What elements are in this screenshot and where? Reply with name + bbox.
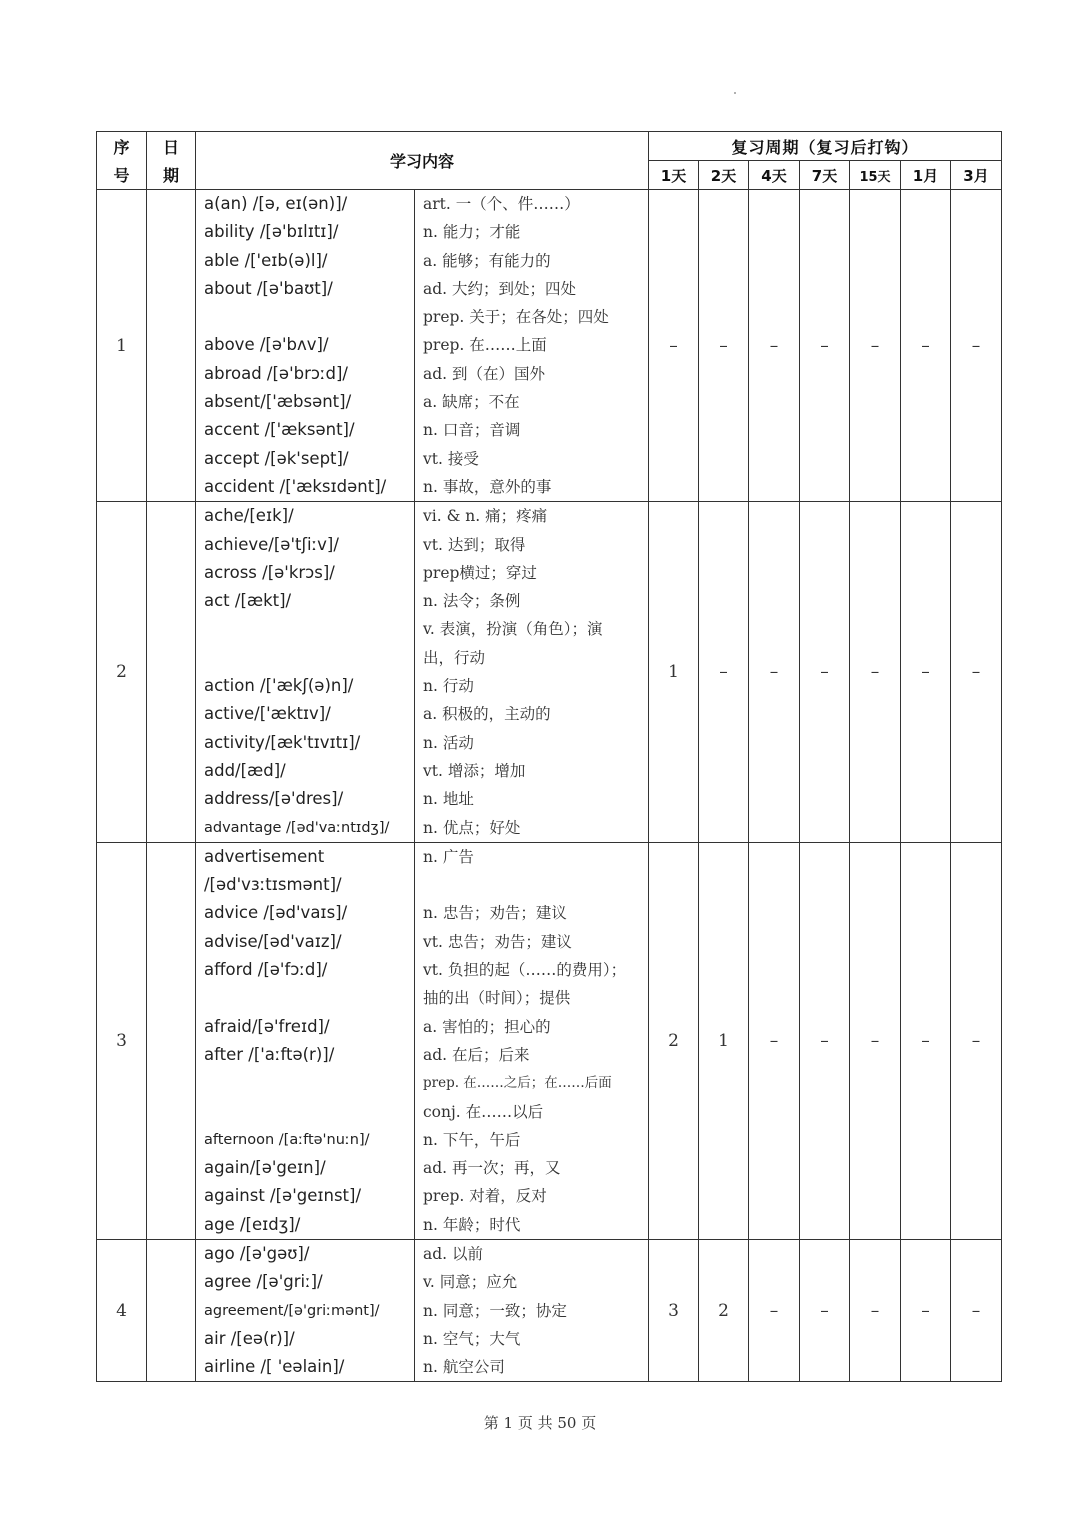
meaning-entry: ad. 再一次；再，又 bbox=[423, 1159, 561, 1178]
review-mark-cell[interactable]: – bbox=[649, 190, 699, 502]
word-entry bbox=[196, 984, 414, 1012]
index-header-bottom: 号 bbox=[113, 166, 130, 185]
content-header: 学习内容 bbox=[196, 132, 649, 190]
meaning-entry: vt. 增添；增加 bbox=[423, 761, 526, 780]
meaning-entry: n. 下午，午后 bbox=[423, 1130, 521, 1149]
interval-header: 3月 bbox=[951, 161, 1002, 190]
word-entry: absent/['æbsənt]/ bbox=[204, 392, 352, 412]
table-row bbox=[97, 502, 1002, 843]
word-entry: achieve/[ə'tʃiːv]/ bbox=[204, 534, 339, 554]
review-mark-cell[interactable]: – bbox=[749, 190, 800, 502]
meaning-entry: n. 行动 bbox=[423, 677, 474, 696]
review-mark-cell[interactable]: – bbox=[951, 502, 1002, 843]
word-entry: airline /[ 'eəlain]/ bbox=[204, 1357, 345, 1377]
meaning-entry: n. 地址 bbox=[423, 790, 474, 809]
word-entry: again/[ə'geɪn]/ bbox=[204, 1158, 326, 1178]
date-header-bottom: 期 bbox=[162, 166, 179, 185]
word-entry: afraid/[ə'freɪd]/ bbox=[204, 1016, 330, 1036]
meanings-cell bbox=[415, 842, 649, 1239]
meaning-entry: n. 年龄；时代 bbox=[423, 1215, 521, 1234]
word-entry: about /[ə'baʊt]/ bbox=[204, 278, 333, 298]
word-entry bbox=[196, 644, 414, 672]
word-entry: ability /[ə'bɪlɪtɪ]/ bbox=[204, 222, 339, 242]
word-entry bbox=[196, 1098, 414, 1126]
date-cell[interactable] bbox=[147, 842, 196, 1239]
word-entry: ago /[ə'gəʊ]/ bbox=[204, 1243, 310, 1263]
table-row bbox=[97, 1239, 1002, 1381]
meanings-cell bbox=[415, 1239, 649, 1381]
word-entry: above /[ə'bʌv]/ bbox=[204, 335, 329, 355]
review-cycle-header: 复习周期（复习后打钩） bbox=[649, 132, 1002, 161]
word-entry: ache/[eɪk]/ bbox=[204, 506, 294, 526]
review-mark-cell[interactable]: – bbox=[850, 842, 901, 1239]
date-cell[interactable] bbox=[147, 1239, 196, 1381]
review-table bbox=[96, 131, 1002, 1382]
word-entry: accident /['æksɪdənt]/ bbox=[204, 476, 387, 496]
word-entry bbox=[196, 303, 414, 331]
meaning-entry: n. 能力；才能 bbox=[423, 223, 521, 242]
review-mark-cell[interactable]: – bbox=[850, 1239, 901, 1381]
word-entry: abroad /[ə'brɔːd]/ bbox=[204, 363, 348, 383]
meaning-entry: prep. 对着，反对 bbox=[423, 1187, 547, 1206]
meaning-entry: n. 法令；条例 bbox=[423, 592, 521, 611]
meaning-entry: art. 一（个、件……） bbox=[423, 195, 580, 213]
word-entry bbox=[196, 1069, 414, 1097]
word-entry: address/[ə'dres]/ bbox=[204, 789, 344, 809]
meaning-entry: n. 广告 bbox=[423, 847, 474, 866]
review-mark-cell[interactable]: – bbox=[800, 190, 850, 502]
meaning-entry: n. 口音；音调 bbox=[423, 421, 521, 440]
interval-header: 7天 bbox=[800, 161, 850, 190]
review-mark-cell[interactable]: – bbox=[901, 502, 951, 843]
meaning-entry: prep. 在……之后；在……后面 bbox=[423, 1075, 612, 1092]
interval-header: 1天 bbox=[649, 161, 699, 190]
date-header bbox=[147, 132, 196, 190]
review-mark-cell[interactable]: – bbox=[800, 502, 850, 843]
review-mark-cell[interactable]: – bbox=[951, 190, 1002, 502]
word-entry: agree /[ə'griː]/ bbox=[204, 1272, 323, 1292]
page-footer: 第 1 页 共 50 页 bbox=[483, 1414, 597, 1432]
meaning-entry: v. 表演，扮演（角色）；演 bbox=[423, 620, 603, 639]
meaning-entry: vt. 接受 bbox=[423, 449, 479, 468]
row-index: 1 bbox=[97, 190, 147, 502]
word-entry: a(an) /[ə, eɪ(ən)]/ bbox=[204, 194, 348, 213]
review-table-sheet bbox=[96, 131, 1001, 1382]
meaning-entry: n. 事故，意外的事 bbox=[423, 477, 552, 496]
row-index: 4 bbox=[97, 1239, 147, 1381]
word-entry: activity/[æk'tɪvɪtɪ]/ bbox=[204, 732, 361, 752]
word-entry: advantage /[əd'vaːntɪdʒ]/ bbox=[204, 819, 390, 836]
review-mark-cell[interactable]: – bbox=[901, 842, 951, 1239]
meanings-cell bbox=[415, 190, 649, 502]
meaning-entry: vt. 负担的起（……的费用）； bbox=[423, 961, 627, 980]
review-mark-cell[interactable]: – bbox=[901, 1239, 951, 1381]
meaning-entry: vi. & n. 痛；疼痛 bbox=[423, 507, 548, 526]
meanings-cell bbox=[415, 502, 649, 843]
words-cell bbox=[196, 842, 415, 1239]
word-entry: action /['ækʃ(ə)n]/ bbox=[204, 676, 354, 696]
words-cell bbox=[196, 1239, 415, 1381]
review-mark-cell[interactable]: – bbox=[951, 842, 1002, 1239]
word-entry: add/[æd]/ bbox=[204, 760, 286, 780]
word-entry: act /[ækt]/ bbox=[204, 591, 292, 611]
meaning-entry: n. 活动 bbox=[423, 733, 474, 752]
meaning-entry: ad. 以前 bbox=[423, 1244, 484, 1263]
review-mark-cell[interactable]: – bbox=[699, 502, 749, 843]
review-mark-cell[interactable]: 3 bbox=[649, 1239, 699, 1381]
word-entry: accept /[ək'sept]/ bbox=[204, 448, 349, 468]
meaning-entry: a. 积极的，主动的 bbox=[423, 705, 551, 724]
review-mark-cell[interactable]: 1 bbox=[649, 502, 699, 843]
table-row bbox=[97, 842, 1002, 1239]
review-mark-cell[interactable]: 2 bbox=[699, 1239, 749, 1381]
word-entry: able /['eɪb(ə)l]/ bbox=[204, 250, 328, 270]
meaning-entry: n. 航空公司 bbox=[423, 1358, 505, 1377]
words-cell bbox=[196, 190, 415, 502]
date-cell[interactable] bbox=[147, 502, 196, 843]
review-mark-cell[interactable]: 1 bbox=[699, 842, 749, 1239]
meaning-entry: n. 同意；一致；协定 bbox=[423, 1301, 567, 1320]
index-header-top: 序 bbox=[113, 138, 130, 157]
meaning-entry: prep. 在……上面 bbox=[423, 336, 547, 355]
meaning-entry: 出，行动 bbox=[423, 648, 486, 667]
meaning-entry: ad. 到（在）国外 bbox=[423, 364, 546, 383]
meaning-entry: n. 空气；大气 bbox=[423, 1329, 521, 1348]
word-entry: age /[eɪdʒ]/ bbox=[204, 1214, 301, 1234]
index-header bbox=[97, 132, 147, 190]
review-mark-cell[interactable]: – bbox=[749, 502, 800, 843]
word-entry: agreement/[ə'griːmənt]/ bbox=[204, 1302, 380, 1319]
word-entry: afford /[ə'fɔːd]/ bbox=[204, 960, 328, 980]
review-mark-cell[interactable]: – bbox=[699, 190, 749, 502]
meaning-entry: 抽的出（时间）；提供 bbox=[423, 989, 571, 1008]
meaning-entry: vt. 达到；取得 bbox=[423, 535, 526, 554]
word-entry: advise/[əd'vaɪz]/ bbox=[204, 931, 342, 951]
review-mark-cell[interactable]: – bbox=[749, 842, 800, 1239]
words-cell bbox=[196, 502, 415, 843]
meaning-entry: n. 忠告；劝告；建议 bbox=[423, 904, 567, 923]
meaning-entry: vt. 忠告；劝告；建议 bbox=[423, 932, 572, 951]
row-index: 3 bbox=[97, 842, 147, 1239]
review-mark-cell[interactable]: – bbox=[901, 190, 951, 502]
meaning-entry: prep横过；穿过 bbox=[423, 563, 537, 582]
meaning-entry bbox=[415, 871, 648, 899]
meaning-entry: a. 害怕的；担心的 bbox=[423, 1017, 551, 1036]
meaning-entry: conj. 在……以后 bbox=[423, 1102, 544, 1121]
word-entry: /[əd'vɜːtɪsmənt]/ bbox=[204, 875, 342, 895]
scan-dot bbox=[734, 92, 736, 94]
review-mark-cell[interactable]: – bbox=[850, 502, 901, 843]
review-mark-cell[interactable]: – bbox=[800, 842, 850, 1239]
word-entry: active/['æktɪv]/ bbox=[204, 704, 331, 724]
word-entry: after /['aːftə(r)]/ bbox=[204, 1044, 335, 1064]
review-mark-cell[interactable]: – bbox=[800, 1239, 850, 1381]
table-row bbox=[97, 190, 1002, 502]
table-body bbox=[97, 190, 1002, 1382]
review-mark-cell[interactable]: 2 bbox=[649, 842, 699, 1239]
meaning-entry: v. 同意；应允 bbox=[423, 1273, 518, 1292]
meaning-entry: ad. 在后；后来 bbox=[423, 1045, 530, 1064]
interval-header: 1月 bbox=[901, 161, 951, 190]
word-entry: advertisement bbox=[204, 846, 325, 866]
meaning-entry: n. 优点；好处 bbox=[423, 818, 521, 837]
interval-header: 4天 bbox=[749, 161, 800, 190]
interval-header: 2天 bbox=[699, 161, 749, 190]
word-entry bbox=[196, 615, 414, 643]
review-mark-cell[interactable]: – bbox=[951, 1239, 1002, 1381]
meaning-entry: prep. 关于；在各处；四处 bbox=[423, 308, 609, 327]
date-cell[interactable] bbox=[147, 190, 196, 502]
word-entry: air /[eə(r)]/ bbox=[204, 1328, 295, 1348]
review-mark-cell[interactable]: – bbox=[749, 1239, 800, 1381]
date-header-top: 日 bbox=[162, 138, 179, 157]
interval-header: 15天 bbox=[850, 161, 901, 190]
word-entry: across /[ə'krɔs]/ bbox=[204, 562, 335, 582]
row-index: 2 bbox=[97, 502, 147, 843]
meaning-entry: a. 缺席；不在 bbox=[423, 393, 520, 412]
meaning-entry: a. 能够；有能力的 bbox=[423, 251, 551, 270]
meaning-entry: ad. 大约；到处；四处 bbox=[423, 279, 577, 298]
review-mark-cell[interactable]: – bbox=[850, 190, 901, 502]
word-entry: advice /[əd'vaɪs]/ bbox=[204, 903, 348, 923]
word-entry: accent /['æksənt]/ bbox=[204, 420, 355, 440]
word-entry: afternoon /[aːftə'nuːn]/ bbox=[204, 1131, 370, 1148]
word-entry: against /[ə'geɪnst]/ bbox=[204, 1186, 362, 1206]
